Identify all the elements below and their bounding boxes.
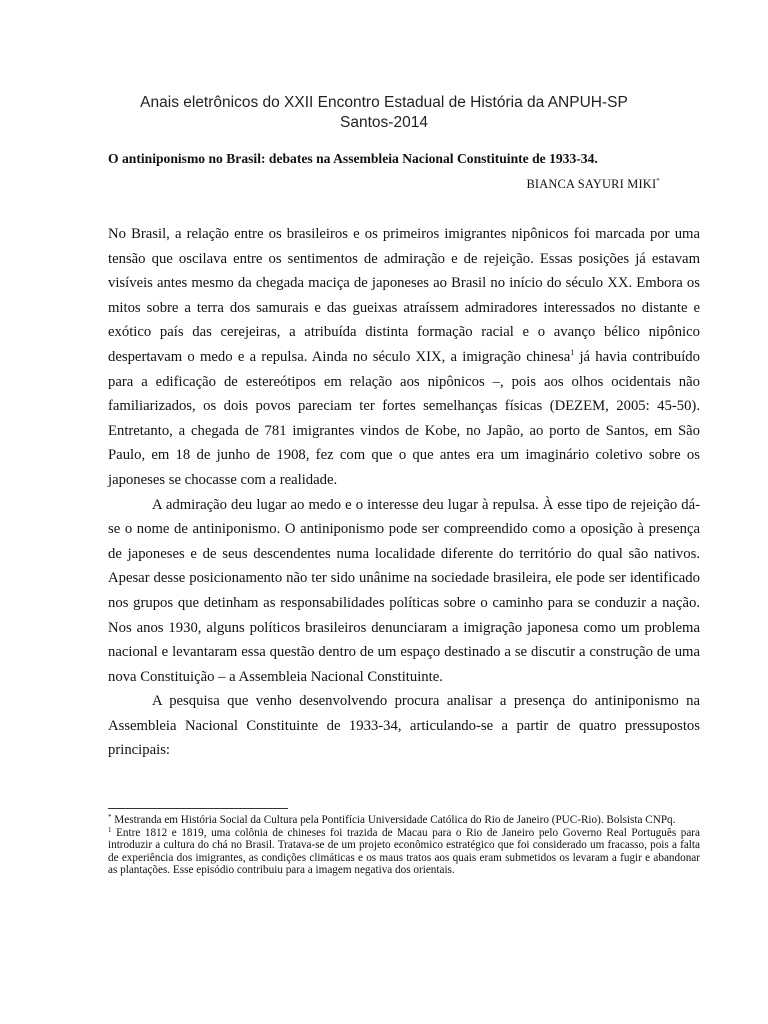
- conference-header: [0, 93, 768, 133]
- paragraph-1-part-a: No Brasil, a relação entre os brasileiros e os primeiros imigrantes nipônicos foi marcada por uma tensão que oscilava entre os sentimentos de admiração e de rejeição. Essas posições já estavam visíveis antes mesmo da chegada maciça de japoneses ao Brasil no início do século XX. Embora os mitos sobre a terra dos samurais e das gueixas atraíssem admiradores interessados no distante e exótico país das cerejeiras, a atribuída distinta formação racial e o avanço bélico nipônico despertavam o medo e a repulsa. Ainda no século XIX, a imigração chinesa: [108, 226, 700, 365]
- footnote-divider: [108, 808, 288, 809]
- author-footnote-mark: *: [656, 177, 660, 185]
- footnote-1-mark: 1: [108, 825, 112, 834]
- author-name: BIANCA SAYURI MIKI: [526, 177, 657, 191]
- header-line-2: Santos-2014: [340, 114, 428, 131]
- paragraph-3: A pesquisa que venho desenvolvendo procura analisar a presença do antiniponismo na Assembleia Nacional Constituinte de 1933-34, articulando-se a partir de quatro pressupostos principais:: [108, 693, 700, 759]
- footnote-ref-1: 1: [570, 347, 575, 357]
- footnote-author-text: Mestranda em História Social da Cultura pela Pontifícia Universidade Católica do Rio de Janeiro (PUC-Rio). Bolsista CNPq.: [111, 814, 676, 826]
- footnote-1-text: Entre 1812 e 1819, uma colônia de chineses foi trazida de Macau para o Rio de Janeiro pelo Governo Real Português para introduzir a cultura do chá no Brasil. Tratava-se de um projeto econômico estratégico que foi considerado um fracasso, pois a falta de experiência dos imigrantes, as condições climáticas e os maus tratos aos quais eram submetidos os levaram a fugir e abandonar as plantações. Esse episódio contribuiu para a imagem negativa dos orientais.: [108, 826, 700, 877]
- paragraph-2: A admiração deu lugar ao medo e o interesse deu lugar à repulsa. À esse tipo de rejeição dá-se o nome de antiniponismo. O antiniponismo pode ser compreendido como a oposição à presença de japoneses e de seus descendentes numa localidade diferente do território do qual são nativos. Apesar desse posicionamento não ter sido unânime na sociedade brasileira, ele pode ser identificado nos grupos que detinham as responsabilidades políticas sobre o caminho para se conduzir a nação. Nos anos 1930, alguns políticos brasileiros denunciaram a imigração japonesa como um problema nacional e levantaram essa questão dentro de um espaço destinado a se discutir a construção de uma nova Constituição – a Assembleia Nacional Constituinte.: [108, 496, 700, 685]
- body-text: [108, 222, 700, 763]
- paragraph-1: [108, 222, 700, 493]
- footnote-author: [108, 814, 700, 827]
- header-line-1: Anais eletrônicos do XXII Encontro Estadual de História da ANPUH-SP: [140, 94, 628, 111]
- paper-title: O antiniponismo no Brasil: debates na Assembleia Nacional Constituinte de 1933-34.: [108, 151, 598, 166]
- footnotes: [108, 814, 700, 877]
- author-line: [526, 177, 660, 192]
- paragraph-1-part-b: já havia contribuído para a edificação de estereótipos em relação aos nipônicos –, pois aos olhos ocidentais não familiarizados, os dois povos pareciam ter fortes semelhanças físicas (DEZEM, 2005: 45-50). Entretanto, a chegada de 781 imigrantes vindos de Kobe, no Japão, ao porto de Santos, em São Paulo, em 18 de junho de 1908, fez com que o que antes era um imaginário coletivo sobre os japoneses se chocasse com a realidade.: [108, 348, 700, 488]
- footnote-1: [108, 827, 700, 877]
- footnote-author-mark: *: [108, 813, 112, 821]
